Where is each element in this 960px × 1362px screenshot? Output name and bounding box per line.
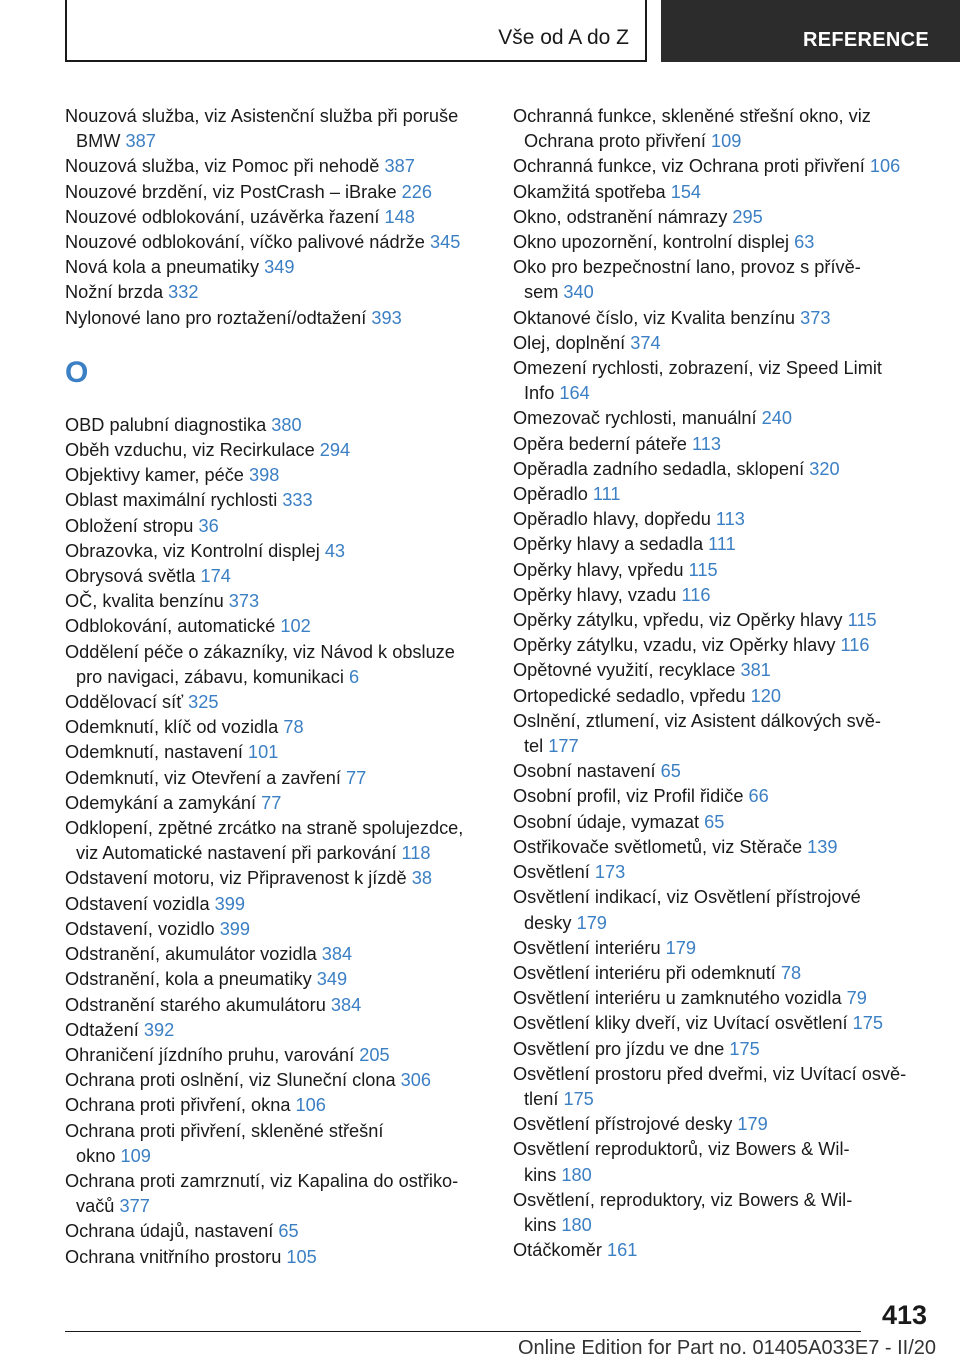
page-link[interactable]: 65 [660, 761, 681, 782]
page-link[interactable]: 349 [264, 257, 295, 278]
index-entry-text: Opěrky hlavy, vzadu [513, 584, 677, 605]
page-link[interactable]: 77 [346, 767, 367, 788]
index-entry-text: kins [524, 1164, 557, 1185]
index-entry [65, 539, 485, 564]
index-entry [65, 413, 485, 438]
index-entry-text: Osobní nastavení [513, 761, 656, 782]
index-entry-text: Osvětlení reproduktorů, viz Bowers & Wil‐ [513, 1139, 850, 1160]
page-link[interactable]: 174 [200, 566, 231, 587]
index-entry-text: OBD palubní diagnostika [65, 414, 267, 435]
index-entry-text: Opětovné využití, recyklace [513, 660, 736, 681]
index-entry [513, 532, 933, 557]
index-entry-text: Ortopedické sedadlo, vpředu [513, 685, 746, 706]
index-entry-text: okno [76, 1145, 116, 1166]
index-entry [65, 690, 485, 715]
index-entry [65, 967, 485, 992]
index-entry [65, 463, 485, 488]
page-link[interactable]: 115 [847, 610, 877, 631]
page-link[interactable]: 180 [561, 1214, 592, 1235]
page-header [0, 0, 960, 66]
index-entry-text: Opěradla zadního sedadla, sklopení [513, 458, 805, 479]
page-link[interactable]: 115 [688, 559, 718, 580]
index-entry [513, 507, 933, 532]
index-entry-text: Opěrky zátylku, vpředu, viz Opěrky hlavy [513, 610, 843, 631]
page-link[interactable]: 106 [295, 1095, 326, 1116]
index-entry-text: Osvětlení [513, 862, 590, 883]
index-entry [513, 230, 933, 255]
page-link[interactable]: 102 [280, 616, 311, 637]
page-link[interactable]: 240 [761, 408, 793, 429]
index-entry-text: OČ, kvalita benzínu [65, 591, 224, 612]
page-link[interactable]: 173 [594, 862, 626, 883]
index-entry [65, 1068, 485, 1093]
index-entry-text: Ochrana proto přivření [524, 131, 706, 152]
index-entry-text: Osvětlení přístrojové desky [513, 1114, 733, 1135]
index-entry [65, 589, 485, 614]
index-entry-text: Opěra bederní páteře [513, 433, 687, 454]
index-entry-text: Ochrana proti přivření, okna [65, 1095, 291, 1116]
reference-tab-label: REFERENCE [803, 29, 930, 51]
index-entry [513, 684, 933, 709]
index-entry-text: Oddělení péče o zákazníky, viz Návod k obsluze [65, 641, 455, 662]
index-entry-text: Oslnění, ztlumení, viz Asistent dálkových svě‐ [513, 710, 881, 731]
index-entry-text: desky [524, 912, 572, 933]
index-entry-text: Odemknutí, viz Otevření a zavření [65, 767, 341, 788]
index-entry [513, 1188, 933, 1238]
index-entry-text: Nouzové odblokování, uzávěrka řazení [65, 206, 380, 227]
index-entry [513, 1011, 933, 1036]
index-entry-text: vačů [76, 1196, 115, 1217]
index-entry [513, 432, 933, 457]
index-entry [65, 514, 485, 539]
page-link[interactable]: 120 [750, 685, 781, 706]
index-entry [513, 961, 933, 986]
page-link[interactable]: 66 [748, 786, 769, 807]
page-link[interactable]: 295 [732, 206, 763, 227]
index-entry [65, 564, 485, 589]
page-link[interactable]: 139 [807, 836, 838, 857]
index-entry-text: Okno, odstranění námrazy [513, 206, 728, 227]
page-link[interactable]: 109 [120, 1145, 151, 1166]
index-entry [65, 230, 485, 255]
page-link[interactable]: 79 [846, 988, 867, 1009]
index-entry [65, 154, 485, 179]
index-entry [513, 457, 933, 482]
index-entry [513, 482, 933, 507]
index-entry-text: Ochrana údajů, nastavení [65, 1221, 274, 1242]
page-number: 413 [881, 1300, 927, 1330]
index-entry-text: Nouzová služba, viz Pomoc při nehodě [65, 156, 380, 177]
page-link[interactable]: 399 [219, 918, 251, 939]
page-link[interactable]: 43 [324, 540, 346, 561]
index-entry-text: Ochranná funkce, skleněné střešní okno, viz [513, 106, 871, 126]
index-entry [65, 180, 485, 205]
index-entry-text: sem [524, 282, 559, 303]
index-entry-text: Nouzová služba, viz Asistenční služba při poruše [65, 106, 459, 126]
index-entry-text: Nouzové brzdění, viz PostCrash – iBrake [65, 181, 397, 202]
index-entry-text: Osobní údaje, vymazat [513, 811, 700, 832]
index-entry-text: Nouzové odblokování, víčko palivové nádrže [65, 232, 425, 253]
page-link[interactable]: 38 [411, 868, 432, 889]
index-column-right [513, 104, 933, 1263]
index-entry-text: Oddělovací síť [65, 692, 184, 713]
index-entry-text: Ochrana proti oslnění, viz Sluneční clona [65, 1070, 396, 1091]
index-entry-text: tlení [524, 1088, 559, 1109]
index-entry-text: Osvětlení interiéru [513, 937, 661, 958]
index-entry-text: Osvětlení indikací, viz Osvětlení přístrojové [513, 887, 861, 908]
index-entry [513, 810, 933, 835]
page-link[interactable]: 105 [286, 1246, 317, 1267]
index-entry [65, 1018, 485, 1043]
page-link[interactable]: 380 [271, 414, 302, 435]
page-link[interactable]: 111 [592, 484, 621, 505]
page-link[interactable]: 373 [800, 307, 831, 328]
index-entry [65, 1093, 485, 1118]
index-entry-text: Opěradlo [513, 484, 588, 505]
index-entry [513, 255, 933, 305]
page-link[interactable]: 148 [384, 206, 415, 227]
index-entry [513, 356, 933, 406]
index-entry [65, 1169, 485, 1219]
index-entry-text: Opěrky hlavy, vpředu [513, 559, 684, 580]
index-entry-text: pro navigaci, zábavu, komunikaci [76, 666, 344, 687]
index-entry-text: Okno upozornění, kontrolní displej [513, 232, 790, 253]
page-link[interactable]: 113 [715, 509, 745, 530]
page-link[interactable]: 111 [708, 534, 736, 555]
index-entry-text: Nožní brzda [65, 282, 164, 303]
page-link[interactable]: 175 [729, 1038, 760, 1059]
index-entry-text: Odstavení, vozidlo [65, 918, 215, 939]
index-entry-text: Osvětlení interiéru u zamknutého vozidla [513, 988, 842, 1009]
index-entry-text: Omezení rychlosti, zobrazení, viz Speed Limit [513, 358, 882, 379]
index-entry [513, 180, 933, 205]
index-entry-text: Objektivy kamer, péče [65, 465, 244, 486]
index-entry [65, 255, 485, 280]
page-link[interactable]: 384 [321, 944, 353, 965]
index-entry-text: Opěrky hlavy a sedadla [513, 534, 704, 555]
index-entry [65, 614, 485, 639]
index-entry [65, 766, 485, 791]
page-link[interactable]: 374 [630, 332, 661, 353]
index-entry [513, 558, 933, 583]
index-entry [513, 633, 933, 658]
index-entry-text: Omezovač rychlosti, manuální [513, 408, 757, 429]
page-link[interactable]: 175 [852, 1013, 883, 1034]
page-link[interactable]: 179 [665, 937, 697, 958]
index-entry [513, 709, 933, 759]
index-entry [513, 1062, 933, 1112]
index-entry [513, 658, 933, 683]
index-entry-text: Odstranění starého akumulátoru [65, 994, 326, 1015]
index-entry-text: Nylonové lano pro roztažení/odtažení [65, 307, 367, 328]
index-entry [65, 866, 485, 891]
index-entry-text: Osvětlení, reproduktory, viz Bowers & Wil‐ [513, 1189, 853, 1210]
index-entry-text: Otáčkoměr [513, 1240, 602, 1261]
index-entry-text: Odemykání a zamykání [65, 792, 257, 813]
index-entry-text: Opěradlo hlavy, dopředu [513, 509, 711, 530]
page-link[interactable]: 387 [384, 156, 415, 177]
page-link[interactable]: 332 [168, 282, 199, 303]
index-entry-text: Obložení stropu [65, 515, 194, 536]
index-entry-text: Odklopení, zpětné zrcátko na straně spolujezdce, [65, 818, 464, 839]
page-link[interactable]: 101 [248, 742, 279, 763]
index-entry [513, 104, 933, 154]
index-entry-text: Odtažení [65, 1019, 139, 1040]
index-entry-text: Odemknutí, nastavení [65, 742, 243, 763]
page-link[interactable]: 392 [143, 1019, 175, 1040]
page-link[interactable]: 65 [278, 1221, 299, 1242]
index-entry [513, 583, 933, 608]
index-entry [65, 1245, 485, 1270]
page-link[interactable]: 393 [371, 307, 402, 328]
section-title: Vše od A do Z [498, 26, 629, 49]
index-entry-text: Ochranná funkce, viz Ochrana proti přivření [513, 156, 865, 177]
page-link[interactable]: 113 [691, 433, 721, 454]
index-entry-text: Okamžitá spotřeba [513, 181, 666, 202]
page-link[interactable]: 387 [125, 131, 156, 152]
index-entry [513, 154, 933, 179]
page-link[interactable]: 177 [548, 736, 579, 757]
index-entry-text: Odemknutí, klíč od vozidla [65, 717, 279, 738]
footer-divider [65, 1331, 861, 1332]
reference-tab[interactable] [661, 0, 960, 62]
index-entry-text: Odblokování, automatické [65, 616, 276, 637]
page-link[interactable]: 65 [704, 811, 725, 832]
index-entry [65, 205, 485, 230]
page-link[interactable]: 333 [282, 490, 313, 511]
index-entry [513, 860, 933, 885]
index-entry-text: Osvětlení prostoru před dveřmi, viz Uvítací osvě‐ [513, 1063, 907, 1084]
index-entry [513, 885, 933, 935]
index-entry [65, 1043, 485, 1068]
index-entry-text: Nová kola a pneumatiky [65, 257, 260, 278]
index-entry-text: Odstavení motoru, viz Připravenost k jízdě [65, 868, 407, 889]
index-entry [513, 986, 933, 1011]
index-entry [513, 1037, 933, 1062]
page-link[interactable]: 381 [740, 660, 771, 681]
index-entry [65, 1219, 485, 1244]
index-entry [513, 1238, 933, 1263]
index-entry [65, 740, 485, 765]
page-link[interactable]: 320 [809, 458, 840, 479]
index-entry-text: Ohraničení jízdního pruhu, varování [65, 1044, 355, 1065]
page-link[interactable]: 377 [119, 1196, 150, 1217]
index-entry-text: Obrazovka, viz Kontrolní displej [65, 540, 320, 561]
index-entry [513, 205, 933, 230]
index-entry [513, 406, 933, 431]
page-link[interactable]: 399 [214, 893, 245, 914]
index-entry-text: Odstavení vozidla [65, 893, 210, 914]
index-entry-text: Ochrana proti přivření, skleněné střešní [65, 1120, 384, 1141]
index-entry [65, 993, 485, 1018]
page-link[interactable]: 373 [228, 591, 260, 612]
index-entry [513, 1112, 933, 1137]
index-entry [65, 892, 485, 917]
index-entry [513, 306, 933, 331]
page-link[interactable]: 180 [561, 1164, 592, 1185]
index-entry [65, 438, 485, 463]
index-entry-text: Ochrana proti zamrznutí, viz Kapalina do ostřiko‐ [65, 1170, 459, 1191]
page-link[interactable]: 175 [563, 1088, 594, 1109]
index-column-left [65, 104, 485, 1270]
index-entry [513, 331, 933, 356]
index-entry [65, 1119, 485, 1169]
index-entry [65, 488, 485, 513]
index-entry-text: Ostřikovače světlometů, viz Stěrače [513, 836, 803, 857]
index-entry-text: kins [524, 1214, 557, 1235]
index-entry-text: Oběh vzduchu, viz Recirkulace [65, 440, 315, 461]
index-letter-heading: O [65, 355, 89, 389]
index-entry-text: Oblast maximální rychlosti [65, 490, 278, 511]
section-header-box [65, 0, 647, 62]
page-link[interactable]: 345 [430, 232, 461, 253]
index-entry [65, 917, 485, 942]
index-entry-text: Oktanové číslo, viz Kvalita benzínu [513, 307, 796, 328]
index-entry [65, 715, 485, 740]
page-link[interactable]: 78 [283, 717, 304, 738]
index-entry [513, 936, 933, 961]
index-entry-text: viz Automatické nastavení při parkování [76, 843, 397, 864]
index-entry [65, 306, 485, 331]
index-entry [513, 1137, 933, 1187]
page-link[interactable]: 325 [188, 692, 219, 713]
page-link[interactable]: 294 [319, 440, 351, 461]
page-link[interactable]: 116 [840, 635, 870, 656]
page-link[interactable]: 164 [559, 383, 590, 404]
index-entry-text: Info [524, 383, 555, 404]
page-link[interactable]: 63 [794, 232, 815, 253]
index-entry [513, 759, 933, 784]
page-link[interactable]: 306 [400, 1070, 432, 1091]
page-link[interactable]: 349 [316, 969, 348, 990]
page-link[interactable]: 118 [401, 843, 431, 864]
index-entry [65, 280, 485, 305]
index-entry-text: Osvětlení kliky dveří, viz Uvítací osvětlení [513, 1013, 848, 1034]
index-entry [513, 784, 933, 809]
page-link[interactable]: 179 [737, 1114, 768, 1135]
index-entry [65, 104, 485, 154]
page-link[interactable]: 226 [401, 181, 432, 202]
page-link[interactable]: 161 [607, 1240, 638, 1261]
index-entry-text: Olej, doplnění [513, 332, 626, 353]
index-entry-text: Osobní profil, viz Profil řidiče [513, 786, 744, 807]
page-link[interactable]: 116 [681, 584, 711, 605]
page-link[interactable]: 77 [261, 792, 282, 813]
index-entry [513, 608, 933, 633]
index-entry-text: Opěrky zátylku, vzadu, viz Opěrky hlavy [513, 635, 836, 656]
index-entry-text: Osvětlení interiéru při odemknutí [513, 962, 776, 983]
index-entry-text: Obrysová světla [65, 566, 196, 587]
page-link[interactable]: 340 [563, 282, 594, 303]
index-entry [513, 835, 933, 860]
page-link[interactable]: 384 [330, 994, 362, 1015]
page-link[interactable]: 106 [869, 156, 901, 177]
page-link[interactable]: 205 [359, 1044, 390, 1065]
index-entry-text: Odstranění, kola a pneumatiky [65, 969, 312, 990]
index-entry-text: BMW [76, 131, 121, 152]
page-link[interactable]: 6 [348, 666, 360, 687]
index-entry-text: Osvětlení pro jízdu ve dne [513, 1038, 725, 1059]
page-link[interactable]: 179 [576, 912, 607, 933]
index-entry [65, 942, 485, 967]
index-entry [65, 816, 485, 866]
index-entry [65, 791, 485, 816]
index-entry-text: Odstranění, akumulátor vozidla [65, 944, 317, 965]
page-link[interactable]: 398 [248, 465, 280, 486]
page-link[interactable]: 36 [198, 515, 219, 536]
index-entry-text: Ochrana vnitřního prostoru [65, 1246, 282, 1267]
page-link[interactable]: 78 [780, 962, 802, 983]
index-entry-text: tel [524, 736, 544, 757]
index-entry [65, 640, 485, 690]
index-entry-text: Oko pro bezpečnostní lano, provoz s přívě‐ [513, 257, 861, 278]
footer-edition: Online Edition for Part no. 01405A033E7 - II/20 [517, 1337, 936, 1359]
page-link[interactable]: 154 [670, 181, 702, 202]
page-link[interactable]: 109 [711, 131, 742, 152]
